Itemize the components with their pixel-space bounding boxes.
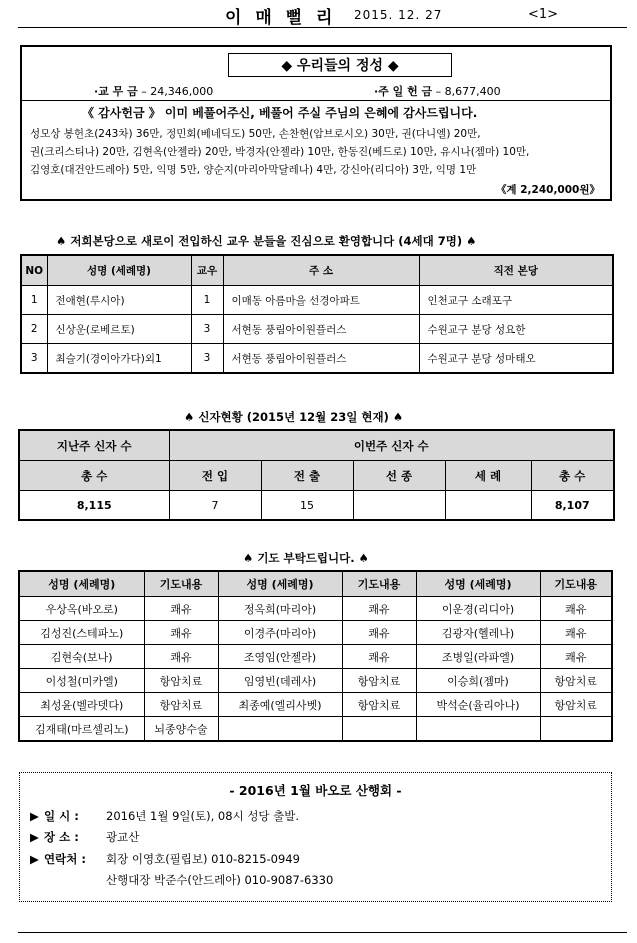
page-number: <1> [528,7,559,22]
table-row [21,286,613,315]
col-content-3: 기도내용 [540,571,612,597]
hike-contact-1: 회장 이영호(필립보) 010-8215-0949 [106,852,300,866]
col-name-3: 성명 (세례명) [416,571,540,597]
stats-title: ♠ 신자현황 (2015년 12월 23일 현재) ♠ [184,410,404,424]
sub-deceased: 선 종 [353,461,445,491]
juil-value: – 8,677,400 [435,85,501,98]
cell-no: 3 [21,344,47,374]
hike-contact-2: 산행대장 박준수(안드레아) 010-9087-6330 [106,873,334,887]
col-content-2: 기도내용 [342,571,416,597]
sub-last-total: 총 수 [19,461,169,491]
prayer-name: 이경주(마리아) [218,621,342,645]
hike-title: - 2016년 1월 바오로 산행회 - [229,783,402,798]
hike-place-row [30,829,139,845]
prayer-name: 우상옥(바오로) [19,597,144,621]
offerings-title: ◆ 우리들의 정성 ◆ [228,53,452,77]
cell-family: 1 [191,286,223,315]
hike-place-value: 광교산 [106,830,140,844]
table-row [21,344,613,374]
cell-address: 서현동 풍림아이원플러스 [223,315,419,344]
prayer-content: 쾌유 [144,645,218,669]
prayer-name: 조영임(안젤라) [218,645,342,669]
last-week-header: 지난주 신자 수 [19,430,169,461]
arrow-right-icon: ▶ [30,852,39,866]
col-address: 주 소 [223,255,419,286]
kyomu-label: ·교 무 금 [94,85,138,98]
table-header-row [21,255,613,286]
prayer-name: 조병일(라파엘) [416,645,540,669]
offerings-box [20,45,612,201]
prayer-name: 김성진(스테파노) [19,621,144,645]
hike-place-label: 장 소 : [44,830,79,844]
val-transfer-out: 15 [261,491,353,521]
offerings-divider [22,100,610,101]
hike-notice-box [19,772,612,902]
newcomers-table [20,254,614,374]
kyomu-value: – 24,346,000 [141,85,214,98]
cell-name: 최슬기(경이아가다)외1 [47,344,191,374]
col-family: 교우 [191,255,223,286]
table-row [19,597,612,621]
newcomers-title: ♠ 저희본당으로 새로이 전입하신 교우 분들을 진심으로 환영합니다 (4세대 7명) ♠ [56,234,477,248]
table-row [19,693,612,717]
cell-address: 서현동 풍림아이원플러스 [223,344,419,374]
cell-name: 전애현(루시아) [47,286,191,315]
prayer-content: 쾌유 [342,597,416,621]
prayer-content: 항암치료 [342,669,416,693]
prayer-content: 쾌유 [342,621,416,645]
cell-prev-parish: 수원교구 분당 성마태오 [419,344,613,374]
thanks-line-1: 성모상 봉헌초(243차) 36만, 정민회(베네딕도) 50만, 손찬현(암브로시오) 30만, 권(다니엘) 20만, [30,128,481,140]
thanks-total: 《계 2,240,000원》 [495,184,600,196]
prayer-name: 김광자(헬레나) [416,621,540,645]
juil-label: ·주 일 헌 금 [374,85,433,98]
prayer-header-row [19,571,612,597]
prayer-content: 쾌유 [342,645,416,669]
prayer-content: 쾌유 [144,621,218,645]
table-row [21,315,613,344]
sub-this-total: 총 수 [531,461,614,491]
val-transfer-in: 7 [169,491,261,521]
col-prev-parish: 직전 본당 [419,255,613,286]
col-name-2: 성명 (세례명) [218,571,342,597]
prayer-content: 쾌유 [540,597,612,621]
col-no: NO [21,255,47,286]
prayer-name: 최성윤(벨라뎃다) [19,693,144,717]
prayer-content: 항암치료 [540,669,612,693]
prayer-name: 임영빈(데레사) [218,669,342,693]
kyomu-amount [94,83,213,99]
prayer-content: 쾌유 [540,645,612,669]
val-deceased [353,491,445,521]
newsletter-title: 이 매 뻘 리 [225,8,337,28]
stats-value-row [19,491,614,521]
stats-subheader-row [19,461,614,491]
prayer-name: 최종예(엘리사벳) [218,693,342,717]
thanks-line-3: 김영호(대건안드레아) 5만, 익명 5만, 양순지(마리아막달레나) 4만, 강신아(리디아) 3만, 익명 1만 [30,164,477,176]
cell-family: 3 [191,344,223,374]
juil-amount [374,83,501,99]
col-content-1: 기도내용 [144,571,218,597]
prayer-name: 이운경(리디아) [416,597,540,621]
prayer-content [540,717,612,742]
cell-prev-parish: 인천교구 소래포구 [419,286,613,315]
hike-date-row [30,808,299,824]
arrow-right-icon: ▶ [30,830,39,844]
hike-contact-label: 연락처 : [44,852,86,866]
cell-prev-parish: 수원교구 분당 성요한 [419,315,613,344]
prayer-content: 항암치료 [540,693,612,717]
prayer-name [218,717,342,742]
val-last-total: 8,115 [19,491,169,521]
this-week-header: 이번주 신자 수 [169,430,614,461]
thanks-line-2: 권(크리스티나) 20만, 김현옥(안젤라) 20만, 박경자(안젤라) 10만, 한동진(베드로) 10만, 유시나(젬마) 10만, [30,146,530,158]
sub-transfer-out: 전 출 [261,461,353,491]
prayer-name [416,717,540,742]
prayer-content: 쾌유 [540,621,612,645]
sub-baptism: 세 례 [445,461,531,491]
prayer-content: 항암치료 [144,669,218,693]
prayer-content [342,717,416,742]
prayer-name: 김현숙(보나) [19,645,144,669]
prayer-title: ♠ 기도 부탁드립니다. ♠ [243,551,369,565]
hike-contact-row [30,851,300,867]
table-row [19,645,612,669]
prayer-content: 뇌종양수술 [144,717,218,742]
prayer-name: 이승희(젬마) [416,669,540,693]
thanks-heading: 《 감사헌금 》 이미 베풀어주신, 베풀어 주실 주님의 은혜에 감사드립니다. [82,106,478,120]
val-baptism [445,491,531,521]
hike-date-value: 2016년 1월 9일(토), 08시 성당 출발. [106,809,300,823]
stats-table [18,429,615,521]
prayer-name: 김재태(마르셀리노) [19,717,144,742]
prayer-name: 박석순(율리아나) [416,693,540,717]
col-name: 성명 (세례명) [47,255,191,286]
prayer-content: 쾌유 [144,597,218,621]
cell-no: 2 [21,315,47,344]
val-this-total: 8,107 [531,491,614,521]
prayer-name: 이성철(미카엘) [19,669,144,693]
hike-date-label: 일 시 : [44,809,79,823]
stats-header-row [19,430,614,461]
footer-divider [18,932,627,933]
prayer-content: 항암치료 [144,693,218,717]
header-divider [18,27,627,28]
arrow-right-icon: ▶ [30,809,39,823]
prayer-table [18,570,613,742]
table-row [19,669,612,693]
prayer-content: 항암치료 [342,693,416,717]
cell-name: 신상운(로베르토) [47,315,191,344]
cell-family: 3 [191,315,223,344]
cell-address: 이매동 아름마을 선경아파트 [223,286,419,315]
sub-transfer-in: 전 입 [169,461,261,491]
table-row [19,621,612,645]
table-row [19,717,612,742]
cell-no: 1 [21,286,47,315]
issue-date: 2015. 12. 27 [354,8,443,22]
prayer-name: 정옥희(마리아) [218,597,342,621]
col-name-1: 성명 (세례명) [19,571,144,597]
